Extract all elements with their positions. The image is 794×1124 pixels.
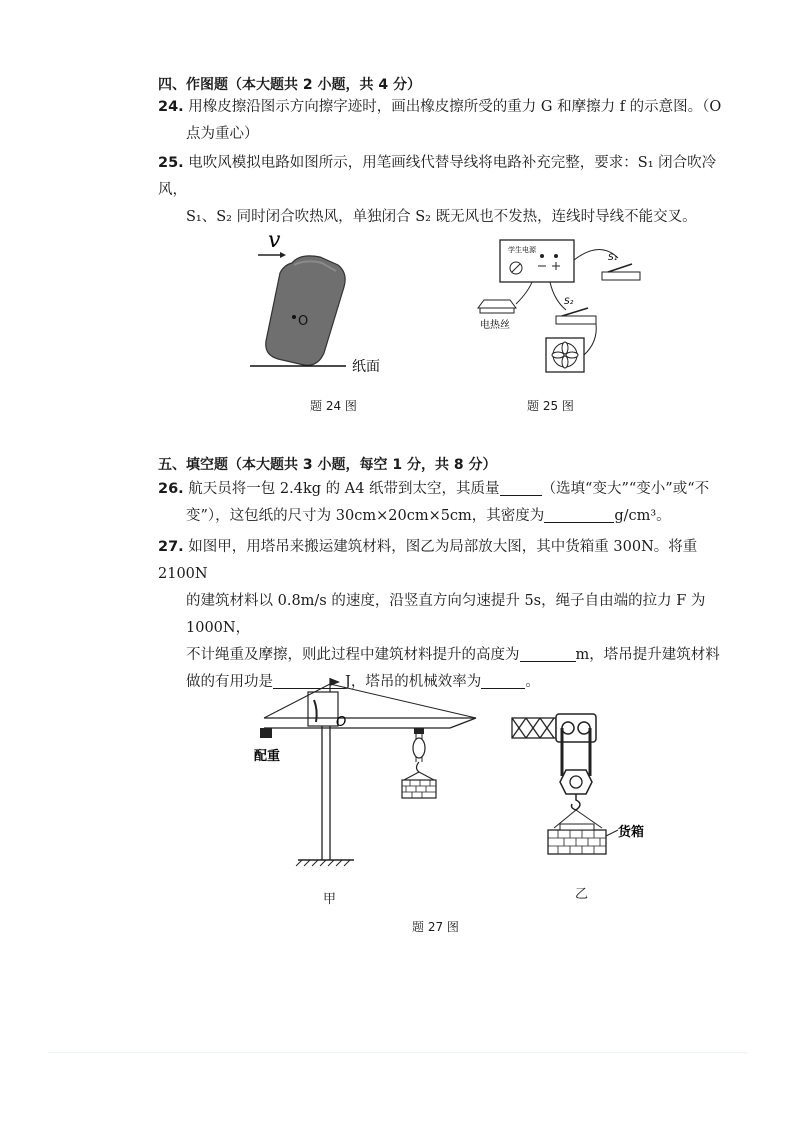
question-24-text-1: 用橡皮擦沿图示方向擦字迹时，画出橡皮擦所受的重力 G 和摩擦力 f 的示意图。（O [188,99,722,115]
question-26-blank-mass[interactable] [500,479,542,496]
question-26-unit: g/cm³。 [614,508,671,524]
crane-cab [308,692,338,726]
figure-25-caption: 题 25 图 [527,399,574,413]
figure-27-caption: 题 27 图 [412,920,459,934]
hook-icon [572,794,581,810]
question-24 [158,94,738,148]
figure-24-eraser [250,225,400,385]
question-26-text-1: 航天员将一包 2.4kg 的 A4 纸带到太空，其质量 [188,481,500,497]
velocity-arrowhead [280,252,286,258]
question-27-line-3b: m，塔吊提升建筑材料 [575,647,720,663]
figure-27-jia-label: 甲 [323,892,337,907]
question-27-line-4b: J，塔吊的机械效率为 [345,674,482,690]
movable-pulley [560,770,592,794]
question-24-text-2: 点为重心） [186,126,259,142]
question-27-line-2: 的建筑材料以 0.8m/s 的速度，沿竖直方向匀速提升 5s，绳子自由端的拉力 F 为 1000N， [186,593,706,636]
question-27-line-4a: 做的有用功是 [186,674,273,690]
question-24-number: 24. [158,99,184,115]
figure-27-crane [250,670,490,870]
figure-25-circuit [470,230,650,380]
question-27-line-3a: 不计绳重及摩擦，则此过程中建筑材料提升的高度为 [186,647,520,663]
question-25 [158,150,738,231]
question-27-line-1: 如图甲，用塔吊来搬运建筑材料，图乙为局部放大图，其中货箱重 300N。将重 2100N [158,539,698,582]
crane-hook [417,762,420,772]
power-terminal-2 [554,254,558,258]
velocity-label: v [268,228,281,253]
crane-pivot-label: O [336,715,347,730]
figure-24-caption: 题 24 图 [310,399,357,413]
switch-s2-lever [562,308,588,316]
counterweight-label: 配重 [254,749,281,764]
wire-fan-s2 [584,324,596,355]
switch-s1-label: S₁ [608,253,618,263]
section-4-title: 四、作图题（本大题共 2 小题，共 4 分） [158,77,421,93]
power-supply-label: 学生电源 [508,246,536,254]
section-5-title: 五、填空题（本大题共 3 小题，每空 1 分，共 8 分） [158,457,497,473]
crane-counterweight [260,728,272,738]
center-of-gravity-dot [292,315,296,319]
question-27-line-4c: 。 [525,674,540,690]
wire-power-heater [516,282,532,304]
question-27-number: 27. [158,539,184,555]
center-of-gravity-label: O [298,314,309,329]
question-26-text-3: 变”），这包纸的尺寸为 30cm×20cm×5cm，其密度为 [186,508,545,524]
question-26-number: 26. [158,481,184,497]
cargo-box-label: 货箱 [618,825,645,840]
crane-trolley [414,728,424,734]
switch-s1-lever [608,264,632,272]
heater-wire [478,300,516,308]
switch-s1-base [602,272,640,280]
crane-pulley [413,738,425,758]
eraser-body [266,256,345,365]
cargo-box [548,830,606,854]
question-26 [158,476,738,530]
page-bottom-divider [48,1052,748,1053]
question-25-text-2: S₁、S₂ 同时闭合吹热风，单独闭合 S₂ 既无风也不发热，连线时导线不能交叉。 [186,209,697,225]
switch-s2-label: S₂ [564,297,574,307]
paper-surface-label: 纸面 [352,359,380,375]
heater-label: 电热丝 [480,320,510,331]
question-25-text-1: 电吹风模拟电路如图所示，用笔画线代替导线将电路补充完整，要求：S₁ 闭合吹冷风， [158,155,717,198]
question-25-number: 25. [158,155,184,171]
figure-27-yi-label: 乙 [575,887,589,902]
crane-front-tie [330,684,476,718]
question-27-blank-height[interactable] [520,645,576,662]
switch-s2-base [556,316,596,324]
question-26-blank-density[interactable] [544,506,614,523]
ground-hatching [296,860,350,866]
power-terminal-1 [540,254,544,258]
figure-27-pulley-detail [510,712,680,862]
question-26-text-2: （选填“变大”“变小”或“不 [541,481,710,497]
crane-load-bricks [402,780,436,798]
